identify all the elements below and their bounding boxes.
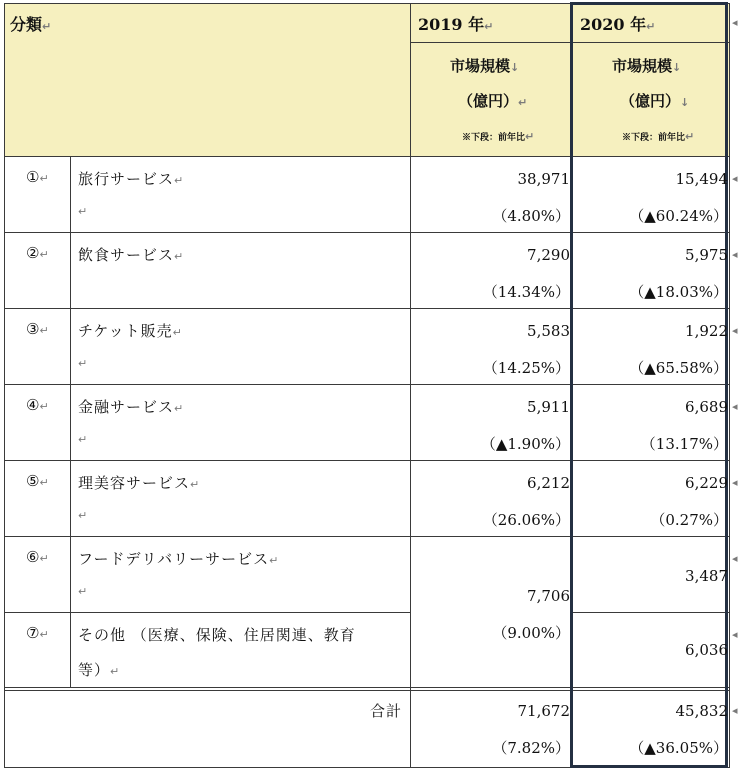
row-divider-4 xyxy=(4,460,730,461)
row-6-number: ⑥↵ xyxy=(26,548,49,566)
total-label: 合計 xyxy=(369,702,402,720)
edge-marker-row-4: ◂ xyxy=(732,400,738,413)
row-3-ratio-2020: （▲65.58%） xyxy=(629,359,728,377)
total-ratio-2019: （7.82%） xyxy=(492,739,570,757)
header-2019-note: ※下段：前年比↵ xyxy=(462,130,535,143)
total-divider-a xyxy=(4,687,730,688)
row-1-return-mark: ↵ xyxy=(78,205,88,218)
row-5-value-2020: 6,229 xyxy=(685,474,728,492)
row-2-value-2020: 5,975 xyxy=(685,246,728,264)
edge-marker-total: ◂ xyxy=(732,704,738,717)
total-divider-b xyxy=(4,690,730,691)
row-divider-6-right xyxy=(573,612,730,613)
row-3-value-2019: 5,583 xyxy=(527,322,570,340)
table-border-left xyxy=(4,3,5,768)
row-3-name: チケット販売↵ xyxy=(78,322,183,340)
header-2019: 2019 年↵ xyxy=(418,15,494,34)
number-column-divider xyxy=(70,156,71,688)
row-1-value-2020: 15,494 xyxy=(675,170,728,188)
table-border-bottom xyxy=(4,767,730,768)
row-2-ratio-2020: （▲18.03%） xyxy=(629,283,728,301)
header-2019-market-size: 市場規模↓ xyxy=(450,57,520,75)
header-bottom-border xyxy=(4,156,730,157)
row-divider-1 xyxy=(4,232,730,233)
edge-marker-row-5: ◂ xyxy=(732,476,738,489)
total-value-2020: 45,832 xyxy=(675,702,728,720)
table-border-right xyxy=(729,3,730,768)
row-1-ratio-2019: （4.80%） xyxy=(492,207,570,225)
header-category: 分類↵ xyxy=(10,15,52,34)
row-7-number: ⑦↵ xyxy=(26,624,49,642)
row-7-name-line-1: その他 （医療、保険、住居関連、教育 xyxy=(78,626,356,644)
row-5-return-mark: ↵ xyxy=(78,509,88,522)
row-divider-5 xyxy=(4,536,730,537)
header-2020-note: ※下段：前年比↵ xyxy=(622,130,695,143)
row-7-name-line-2: 等）↵ xyxy=(78,661,121,679)
row-4-ratio-2019: （▲1.90%） xyxy=(480,435,570,453)
edge-marker-row-2: ◂ xyxy=(732,248,738,261)
edge-marker-row-1: ◂ xyxy=(732,172,738,185)
total-value-2019: 71,672 xyxy=(517,702,570,720)
row-2-ratio-2019: （14.34%） xyxy=(482,283,570,301)
header-2020-market-size: 市場規模↓ xyxy=(612,57,682,75)
header-2020-unit: （億円）↓ xyxy=(620,92,690,110)
row-1-ratio-2020: （▲60.24%） xyxy=(629,207,728,225)
header-2019-unit: （億円）↵ xyxy=(458,92,528,110)
edge-marker-header: ◂ xyxy=(732,16,738,29)
row-divider-2 xyxy=(4,308,730,309)
row-4-number: ④↵ xyxy=(26,396,49,414)
row-2-name: 飲食サービス↵ xyxy=(78,246,185,264)
row-4-name: 金融サービス↵ xyxy=(78,398,185,416)
row-5-number: ⑤↵ xyxy=(26,472,49,490)
row-7-value-2020: 6,036 xyxy=(685,641,728,659)
table-border-top xyxy=(4,3,730,4)
row-2-value-2019: 7,290 xyxy=(527,246,570,264)
row-3-ratio-2019: （14.25%） xyxy=(482,359,570,377)
row-3-value-2020: 1,922 xyxy=(685,322,728,340)
row-2-number: ②↵ xyxy=(26,244,49,262)
row-1-value-2019: 38,971 xyxy=(517,170,570,188)
row-1-name: 旅行サービス↵ xyxy=(78,170,185,188)
row-5-ratio-2020: （0.27%） xyxy=(650,511,728,529)
row-4-ratio-2020: （13.17%） xyxy=(640,435,728,453)
row-3-number: ③↵ xyxy=(26,320,49,338)
row-4-value-2019: 5,911 xyxy=(527,398,570,416)
row-5-name: 理美容サービス↵ xyxy=(78,474,201,492)
row-5-ratio-2019: （26.06%） xyxy=(482,511,570,529)
row-4-value-2020: 6,689 xyxy=(685,398,728,416)
row-1-number: ①↵ xyxy=(26,168,49,186)
header-year-divider xyxy=(410,42,730,43)
row-6-7-value-2019: 7,706 xyxy=(527,587,570,605)
edge-marker-row-7: ◂ xyxy=(732,628,738,641)
row-6-7-ratio-2019: （9.00%） xyxy=(492,624,570,642)
row-4-return-mark: ↵ xyxy=(78,433,88,446)
row-6-name: フードデリバリーサービス↵ xyxy=(78,550,280,568)
row-divider-3 xyxy=(4,384,730,385)
row-6-value-2020: 3,487 xyxy=(685,567,728,585)
row-divider-6-left xyxy=(4,612,410,613)
edge-marker-row-6: ◂ xyxy=(732,552,738,565)
header-2020: 2020 年↵ xyxy=(580,15,656,34)
total-ratio-2020: （▲36.05%） xyxy=(629,739,728,757)
row-6-return-mark: ↵ xyxy=(78,585,88,598)
column-2019-left-border xyxy=(410,3,411,768)
edge-marker-row-3: ◂ xyxy=(732,324,738,337)
row-3-return-mark: ↵ xyxy=(78,357,88,370)
row-5-value-2019: 6,212 xyxy=(527,474,570,492)
